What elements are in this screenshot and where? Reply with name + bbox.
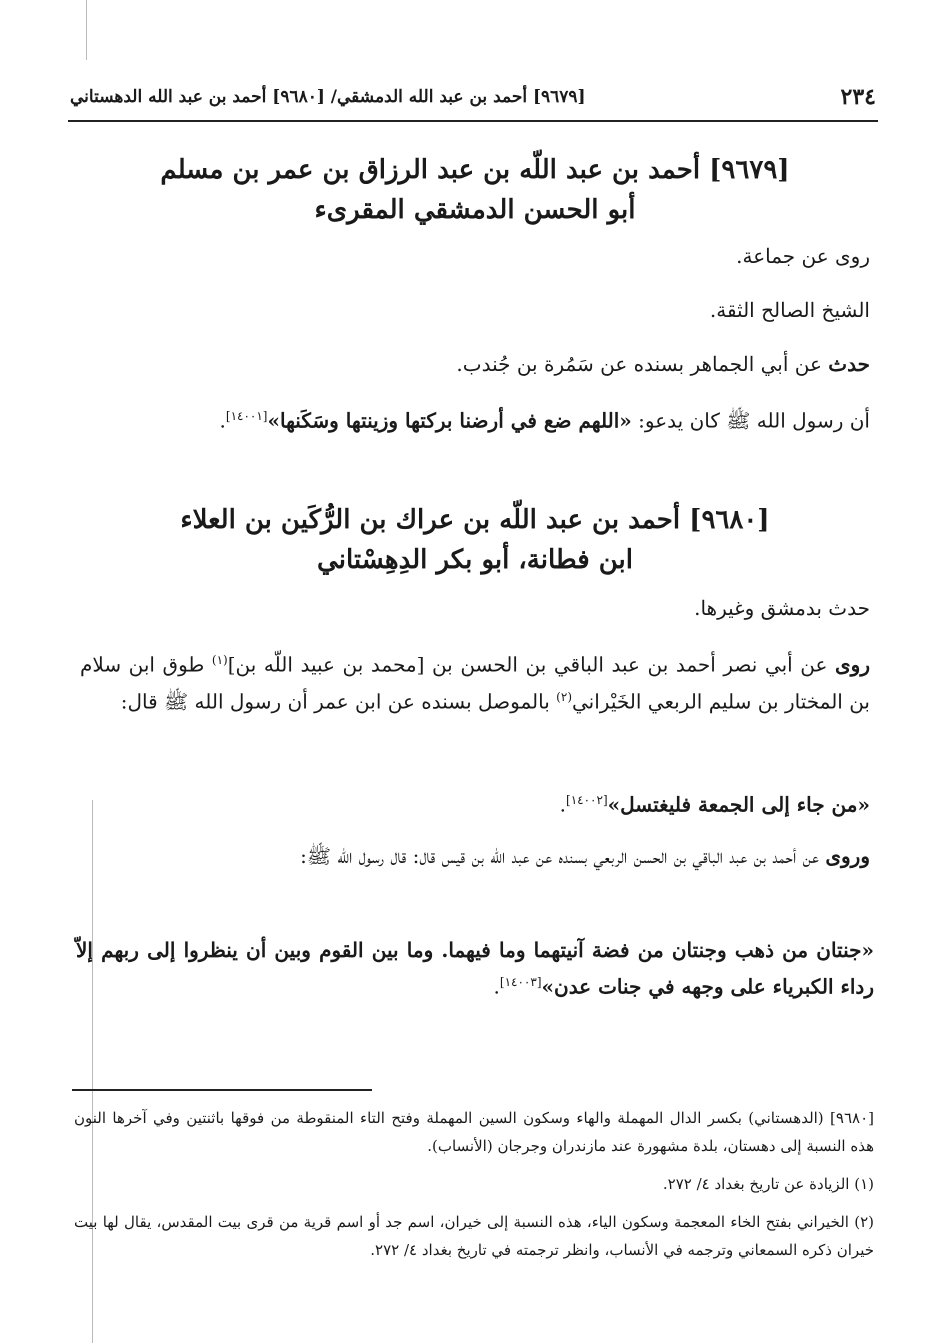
paragraph: الشيخ الصالح الثقة. [709, 298, 870, 322]
entry-heading-line: ابن فطانة، أبو بكر الدِهِسْتاني [317, 545, 633, 575]
footnote-ref: (٢) [556, 689, 572, 704]
page-number: ٢٣٤ [840, 84, 876, 110]
footnote-rule [72, 1089, 372, 1091]
entry-heading [80, 150, 870, 230]
paragraph [80, 400, 870, 437]
entry-heading-line: [٩٦٧٩] أحمد بن عبد اللّه بن عبد الرزاق بن عمر بن مسلم [160, 155, 790, 185]
footnote: (١) الزيادة عن تاريخ بغداد ٤/ ٢٧٢. [662, 1175, 874, 1193]
footnote-ref: (١) [211, 653, 228, 667]
paragraph [80, 644, 870, 717]
paragraph [80, 840, 870, 872]
paragraph [80, 348, 870, 380]
text: . [559, 792, 567, 817]
text: طوق ابن سلام بن المختار بن سليم الربعي الخَيْراني [80, 652, 870, 714]
hadith-ref: [١٤٠٠٢] [566, 793, 608, 807]
scan-line [86, 0, 87, 60]
entry-heading [80, 500, 870, 580]
hadith-text: «اللهم ضع في أرضنا بركتها وزينتها وسَكَنها» [267, 408, 632, 433]
running-header [70, 80, 876, 114]
header-rule [68, 120, 878, 122]
footnote: (٢) الخيراني بفتح الخاء المعجمة وسكون الياء، هذه النسبة إلى خيران، اسم جد أو اسم قرية من قرى بيت المقدس، يقال لها بيت خيران ذكره السمعاني وترجمه في الأنساب، وانظر ترجمته في تاريخ بغداد ٤/ ٢٧٢. [74, 1213, 874, 1259]
hadith-text: «جنتان من ذهب وجنتان من فضة آنيتهما وما فيهما. وما بين القوم وبين أن ينظروا إلى ربهم إلاّ رداء الكبرياء على وجهه في جنات عدن» [76, 938, 874, 999]
keyword: حدث [828, 352, 870, 376]
running-title: [٩٦٧٩] أحمد بن عبد الله الدمشقي/ [٩٦٨٠] أحمد بن عبد الله الدهستاني [70, 87, 586, 107]
hadith-text: «من جاء إلى الجمعة فليغتسل» [607, 792, 870, 817]
paragraph [80, 784, 870, 821]
footnote: [٩٦٨٠] (الدهستاني) بكسر الدال المهملة والهاء وسكون السين المهملة وفتح التاء المنقوطة من فوقها باثنتين وفي آخرها النون هذه النسبة إلى دهستان، بلدة مشهورة عند مازندران وجرجان (الأنساب). [74, 1109, 874, 1155]
paragraph: حدث بدمشق وغيرها. [694, 596, 870, 620]
text: عن أبي نصر أحمد بن عبد الباقي بن الحسن بن [محمد بن عبيد اللّه بن] [227, 652, 836, 677]
entry-heading-line: [٩٦٨٠] أحمد بن عبد اللّه بن عراك بن الرُّكَين بن العلاء [180, 505, 770, 535]
entry-heading-line: أبو الحسن الدمشقي المقرىء [314, 195, 636, 225]
keyword: وروى [825, 844, 870, 868]
keyword: روى [835, 652, 870, 677]
text: بالموصل بسنده عن ابن عمر أن رسول الله ﷺ قال: [120, 689, 557, 714]
paragraph [76, 934, 874, 1003]
paragraph: روى عن جماعة. [736, 244, 870, 268]
hadith-ref: [١٤٠٠٣] [499, 975, 542, 989]
text: . [219, 408, 226, 433]
text: عن أحمد بن عبد الباقي بن الحسن الربعي بسنده عن عبد الله بن قيس قال: قال رسول الله ﷺ: [300, 844, 826, 868]
text: . [493, 974, 500, 999]
text: أن رسول الله ﷺ كان يدعو: [631, 408, 870, 433]
text: عن أبي الجماهر بسنده عن سَمُرة بن جُندب. [456, 352, 829, 376]
hadith-ref: [١٤٠٠١] [225, 409, 268, 423]
